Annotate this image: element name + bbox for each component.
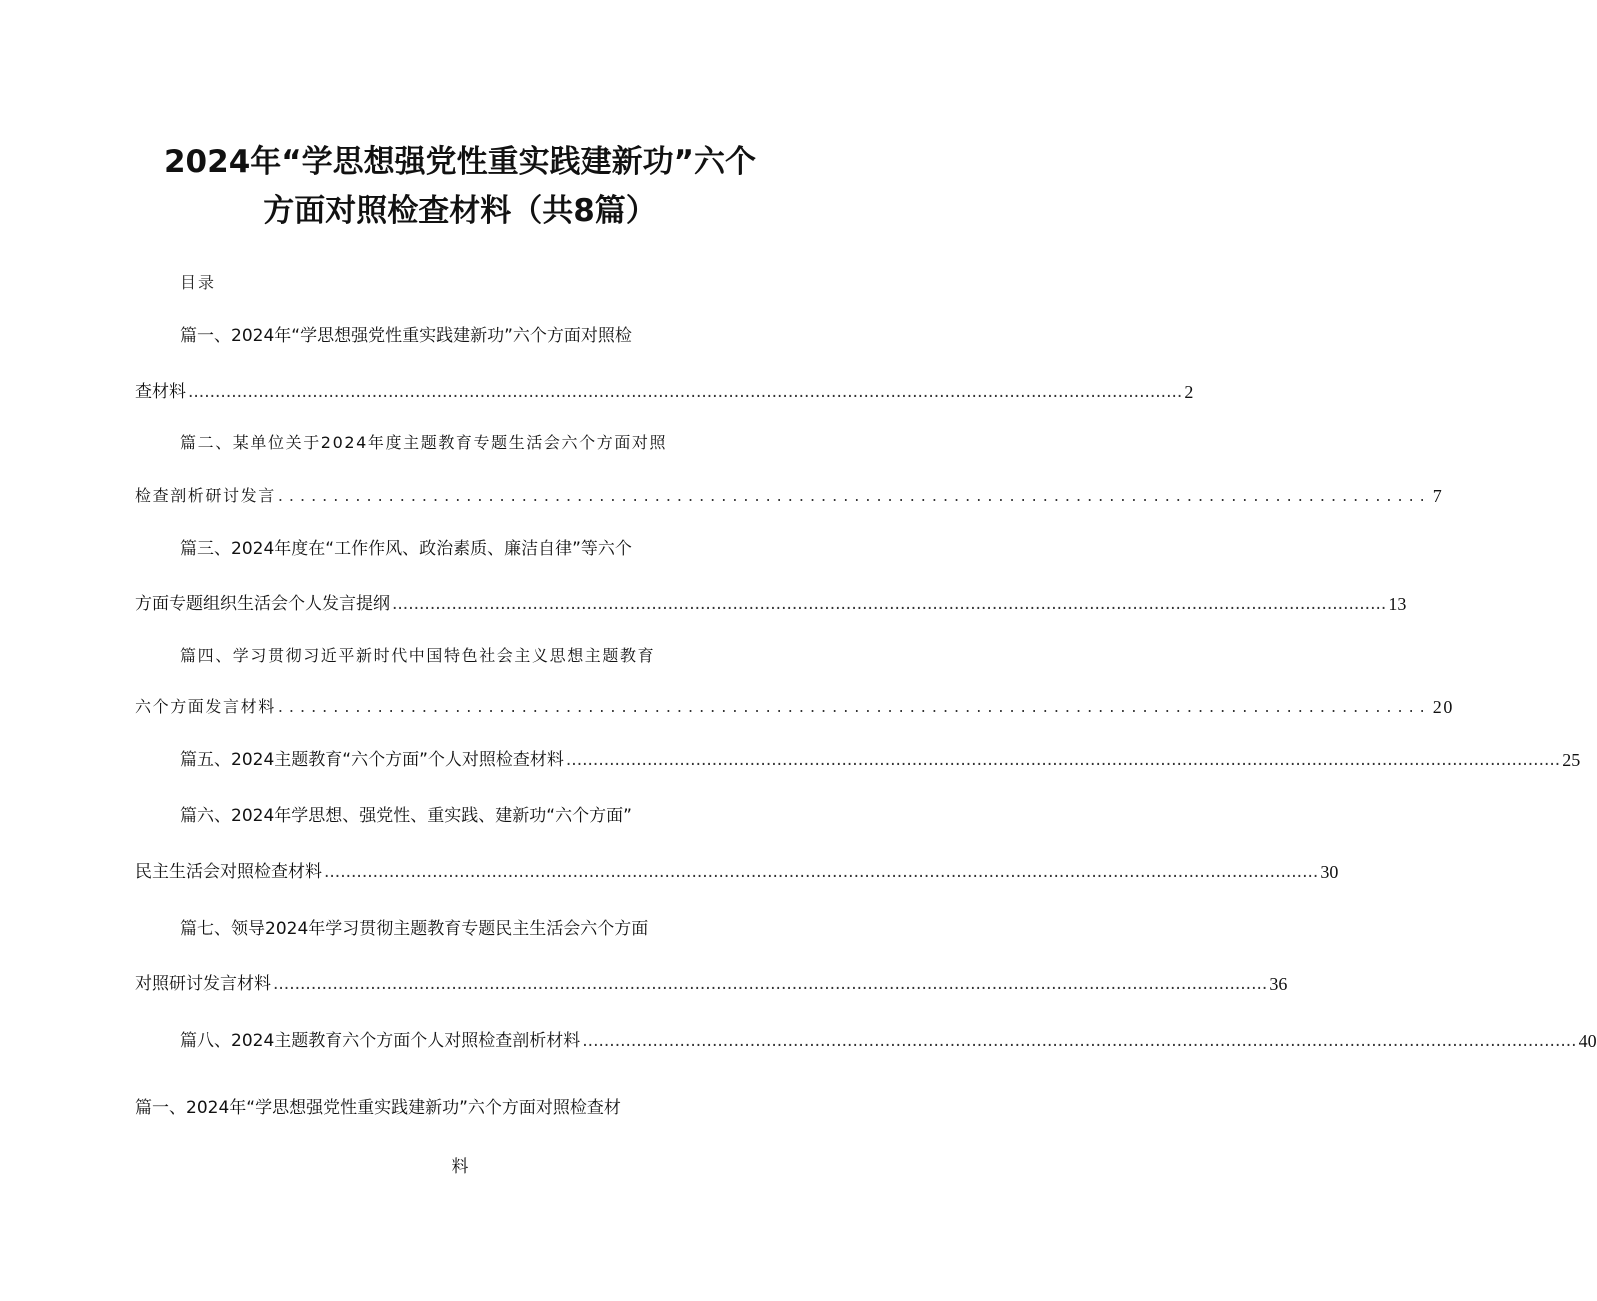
toc-entry-label: 查材料 xyxy=(135,382,186,402)
toc-entry-2-line-1[interactable]: 篇二、某单位关于2024年度主题教育专题生活会六个方面对照 xyxy=(180,433,668,452)
document-title-line-2: 方面对照检查材料（共8篇） xyxy=(263,193,657,229)
section-heading-line-1: 篇一、2024年“学思想强党性重实践建新功”六个方面对照检查材 xyxy=(135,1098,621,1118)
toc-leader-dots: ........................................................................................................................................................................................ xyxy=(582,1031,1577,1051)
toc-leader-dots: ........................................................................................................................................................................................ xyxy=(324,862,1319,882)
toc-page-number: 20 xyxy=(1432,697,1454,717)
toc-leader-dots: ........................................................................................................ xyxy=(277,697,1431,716)
toc-entry-label: 对照研讨发言材料 xyxy=(135,974,271,994)
toc-entry-1-line-1[interactable]: 篇一、2024年“学思想强党性重实践建新功”六个方面对照检 xyxy=(180,326,632,346)
toc-leader-dots: ........................................................................................................................................................................................ xyxy=(565,750,1561,770)
toc-page-number: 36 xyxy=(1269,974,1288,994)
toc-heading: 目录 xyxy=(180,273,217,292)
toc-page-number: 13 xyxy=(1388,594,1407,614)
document-title-line-1: 2024年“学思想强党性重实践建新功”六个 xyxy=(163,144,757,180)
toc-entry-4-line-2[interactable] xyxy=(135,695,1454,719)
toc-entry-label: 民主生活会对照检查材料 xyxy=(135,862,322,882)
toc-entry-label: 六个方面发言材料 xyxy=(135,697,276,716)
toc-leader-dots: ........................................................................................................................................................................................ xyxy=(392,594,1387,614)
toc-entry-3-line-1[interactable]: 篇三、2024年度在“工作作风、政治素质、廉洁自律”等六个 xyxy=(180,539,632,559)
toc-entry-2-line-2[interactable] xyxy=(135,484,1444,508)
toc-entry-3-line-2[interactable] xyxy=(135,592,1407,616)
toc-entry-label: 方面专题组织生活会个人发言提纲 xyxy=(135,594,390,614)
toc-entry-7-line-2[interactable] xyxy=(135,972,1288,996)
toc-entry-6-line-2[interactable] xyxy=(135,860,1339,884)
toc-leader-dots: ........................................................................................................ xyxy=(277,486,1431,505)
toc-entry-7-line-1[interactable]: 篇七、领导2024年学习贯彻主题教育专题民主生活会六个方面 xyxy=(180,919,649,939)
toc-page-number: 25 xyxy=(1562,750,1581,770)
toc-entry-4-line-1[interactable]: 篇四、学习贯彻习近平新时代中国特色社会主义思想主题教育 xyxy=(180,646,656,665)
toc-entry-1-line-2[interactable] xyxy=(135,380,1194,404)
toc-leader-dots: ........................................................................................................................................................................................ xyxy=(188,382,1183,402)
toc-entry-5[interactable] xyxy=(180,748,1581,772)
toc-entry-6-line-1[interactable]: 篇六、2024年学思想、强党性、重实践、建新功“六个方面” xyxy=(180,806,632,826)
toc-entry-label: 篇五、2024主题教育“六个方面”个人对照检查材料 xyxy=(180,750,564,770)
toc-page-number: 2 xyxy=(1184,382,1194,402)
toc-page-number: 40 xyxy=(1578,1031,1597,1051)
toc-page-number: 30 xyxy=(1320,862,1339,882)
toc-entry-8[interactable] xyxy=(180,1029,1597,1053)
toc-leader-dots: ........................................................................................................................................................................................ xyxy=(273,974,1268,994)
toc-page-number: 7 xyxy=(1432,486,1444,506)
section-heading-line-2: 料 xyxy=(451,1157,469,1177)
toc-entry-label: 篇八、2024主题教育六个方面个人对照检查剖析材料 xyxy=(180,1031,581,1051)
toc-entry-label: 检查剖析研讨发言 xyxy=(135,486,276,505)
